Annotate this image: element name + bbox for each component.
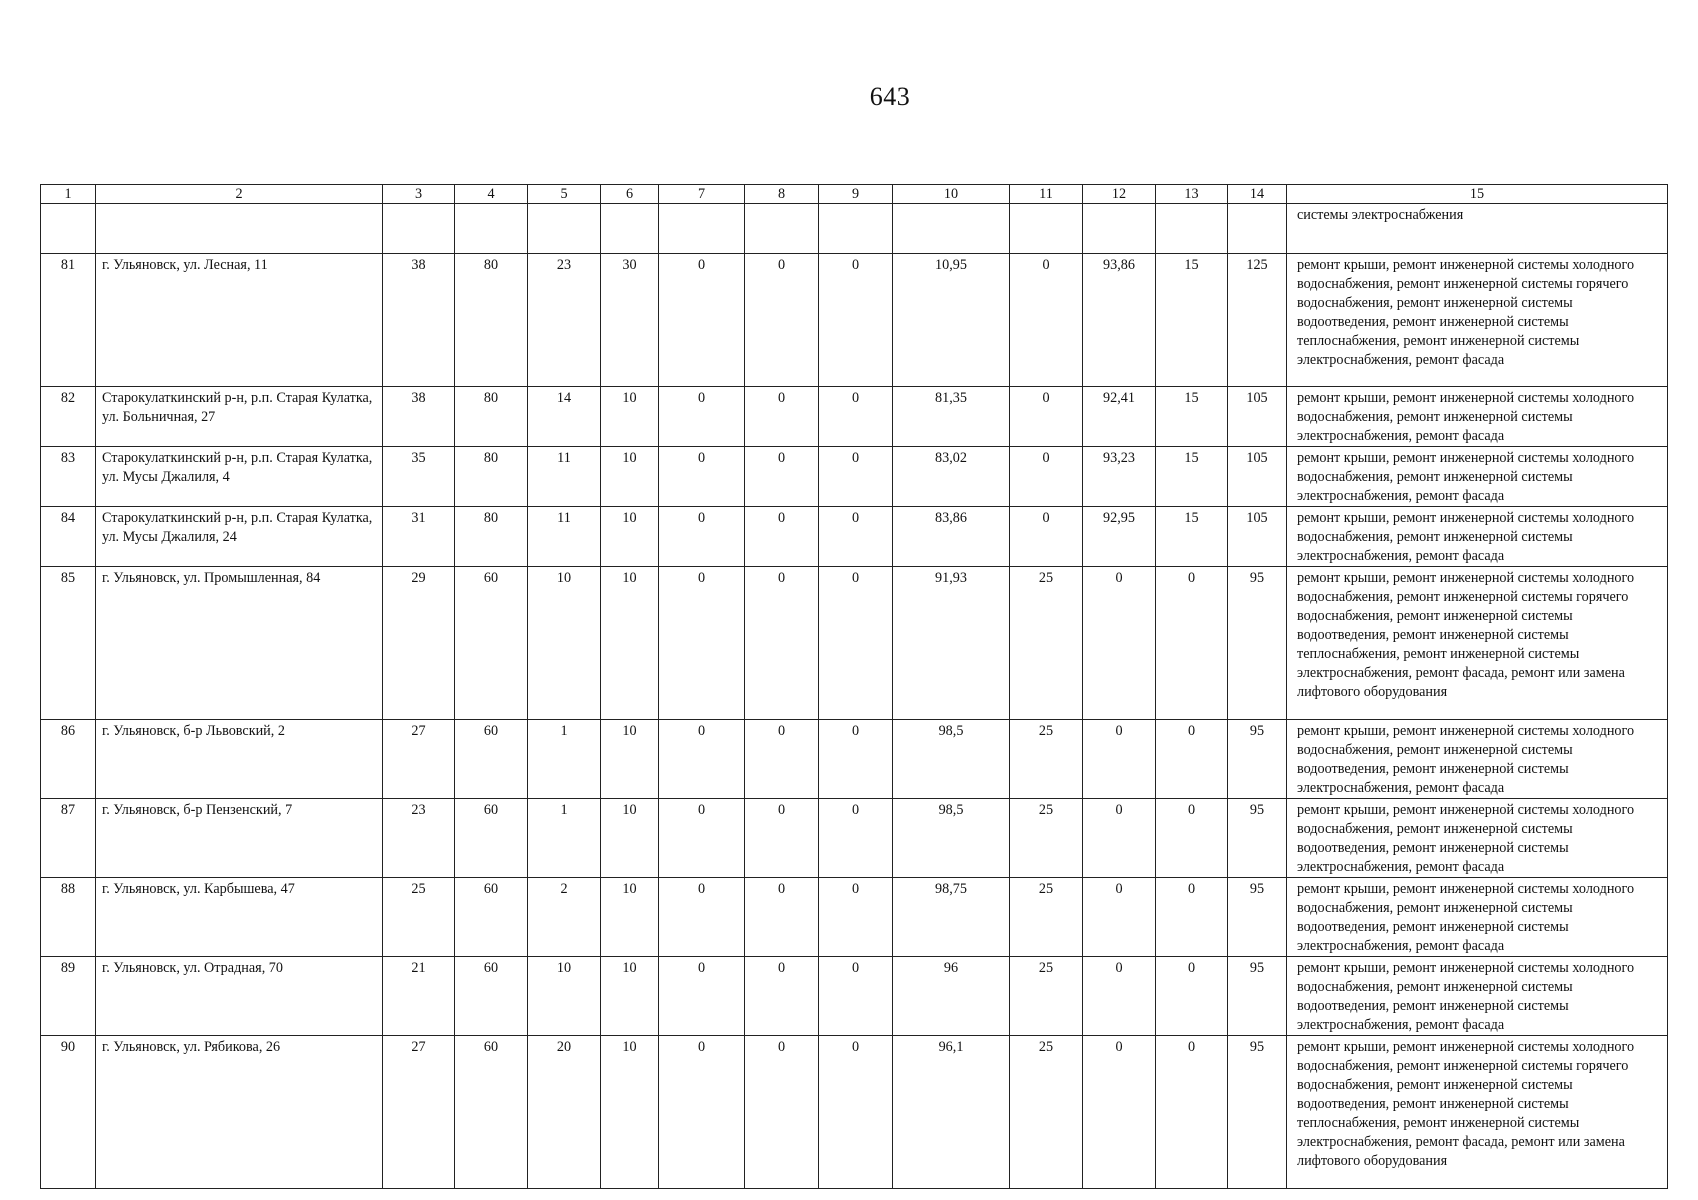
value-col7-cell: 0 [659, 507, 745, 567]
repair-works-cell: ремонт крыши, ремонт инженерной системы холодного водоснабжения, ремонт инженерной системы электроснабжения, ремонт фасада [1287, 507, 1668, 567]
address-cell: Старокулаткинский р-н, р.п. Старая Кулатка, ул. Мусы Джалиля, 4 [96, 447, 383, 507]
value-col11-cell: 25 [1010, 720, 1083, 799]
continuation-row [41, 204, 1668, 254]
address-cell: г. Ульяновск, ул. Отрадная, 70 [96, 957, 383, 1036]
value-col4-cell: 80 [455, 447, 528, 507]
value-col9-cell: 0 [819, 878, 893, 957]
value-col8-cell: 0 [745, 1036, 819, 1189]
table-row [41, 507, 1668, 567]
table-row [41, 799, 1668, 878]
table-row [41, 720, 1668, 799]
value-col8-cell: 0 [745, 720, 819, 799]
value-col9-cell: 0 [819, 387, 893, 447]
value-col9-cell: 0 [819, 254, 893, 387]
empty-cell [528, 204, 601, 254]
row-number-cell: 87 [41, 799, 96, 878]
value-col10-cell: 81,35 [893, 387, 1010, 447]
value-col6-cell: 10 [601, 799, 659, 878]
repair-works-cell: системы электроснабжения [1287, 204, 1668, 254]
value-col8-cell: 0 [745, 507, 819, 567]
value-col9-cell: 0 [819, 720, 893, 799]
value-col5-cell: 2 [528, 878, 601, 957]
value-col5-cell: 10 [528, 957, 601, 1036]
value-col4-cell: 60 [455, 799, 528, 878]
empty-cell [1083, 204, 1156, 254]
value-col7-cell: 0 [659, 447, 745, 507]
table-row [41, 567, 1668, 720]
value-col6-cell: 10 [601, 507, 659, 567]
total-score-cell: 95 [1228, 799, 1287, 878]
table-row [41, 878, 1668, 957]
row-number-cell: 89 [41, 957, 96, 1036]
value-col10-cell: 98,75 [893, 878, 1010, 957]
value-col8-cell: 0 [745, 254, 819, 387]
value-col10-cell: 98,5 [893, 799, 1010, 878]
value-col6-cell: 10 [601, 387, 659, 447]
total-score-cell: 95 [1228, 878, 1287, 957]
column-number: 14 [1228, 185, 1287, 204]
column-number-header-row [41, 185, 1668, 204]
row-number-cell: 86 [41, 720, 96, 799]
empty-cell [1156, 204, 1228, 254]
total-score-cell: 105 [1228, 387, 1287, 447]
value-col7-cell: 0 [659, 720, 745, 799]
value-col9-cell: 0 [819, 447, 893, 507]
value-col13-cell: 0 [1156, 567, 1228, 720]
column-number: 5 [528, 185, 601, 204]
empty-cell [383, 204, 455, 254]
value-col10-cell: 96 [893, 957, 1010, 1036]
value-col10-cell: 96,1 [893, 1036, 1010, 1189]
value-col5-cell: 1 [528, 799, 601, 878]
table-row [41, 387, 1668, 447]
value-col12-cell: 0 [1083, 878, 1156, 957]
empty-cell [1010, 204, 1083, 254]
column-number: 2 [96, 185, 383, 204]
value-col13-cell: 15 [1156, 447, 1228, 507]
total-score-cell: 105 [1228, 507, 1287, 567]
repair-works-cell: ремонт крыши, ремонт инженерной системы холодного водоснабжения, ремонт инженерной системы электроснабжения, ремонт фасада [1287, 387, 1668, 447]
address-cell: Старокулаткинский р-н, р.п. Старая Кулатка, ул. Мусы Джалиля, 24 [96, 507, 383, 567]
address-cell: г. Ульяновск, б-р Пензенский, 7 [96, 799, 383, 878]
value-col8-cell: 0 [745, 447, 819, 507]
table-row [41, 447, 1668, 507]
value-col5-cell: 1 [528, 720, 601, 799]
apartments-cell: 25 [383, 878, 455, 957]
address-cell: г. Ульяновск, ул. Рябикова, 26 [96, 1036, 383, 1189]
value-col6-cell: 10 [601, 957, 659, 1036]
value-col4-cell: 80 [455, 387, 528, 447]
address-cell: г. Ульяновск, ул. Промышленная, 84 [96, 567, 383, 720]
column-number: 8 [745, 185, 819, 204]
value-col4-cell: 60 [455, 720, 528, 799]
value-col5-cell: 11 [528, 507, 601, 567]
value-col11-cell: 25 [1010, 567, 1083, 720]
value-col11-cell: 0 [1010, 507, 1083, 567]
value-col11-cell: 25 [1010, 957, 1083, 1036]
value-col5-cell: 14 [528, 387, 601, 447]
apartments-cell: 38 [383, 387, 455, 447]
column-number: 1 [41, 185, 96, 204]
value-col11-cell: 0 [1010, 387, 1083, 447]
column-number: 7 [659, 185, 745, 204]
column-number: 11 [1010, 185, 1083, 204]
value-col7-cell: 0 [659, 957, 745, 1036]
table-body [41, 185, 1668, 1189]
total-score-cell: 95 [1228, 957, 1287, 1036]
total-score-cell: 125 [1228, 254, 1287, 387]
column-number: 10 [893, 185, 1010, 204]
value-col4-cell: 60 [455, 567, 528, 720]
value-col13-cell: 0 [1156, 1036, 1228, 1189]
value-col9-cell: 0 [819, 507, 893, 567]
repair-works-cell: ремонт крыши, ремонт инженерной системы холодного водоснабжения, ремонт инженерной системы горячего водоснабжения, ремонт инженерной системы водоотведения, ремонт инженерной системы теплоснабжения, ремонт инженерной системы электроснабжения, ремонт фасада, ремонт или замена лифтового оборудования [1287, 1036, 1668, 1189]
value-col6-cell: 30 [601, 254, 659, 387]
value-col4-cell: 60 [455, 878, 528, 957]
value-col6-cell: 10 [601, 447, 659, 507]
empty-cell [893, 204, 1010, 254]
value-col12-cell: 0 [1083, 1036, 1156, 1189]
value-col8-cell: 0 [745, 957, 819, 1036]
value-col7-cell: 0 [659, 1036, 745, 1189]
repair-works-cell: ремонт крыши, ремонт инженерной системы холодного водоснабжения, ремонт инженерной системы водоотведения, ремонт инженерной системы электроснабжения, ремонт фасада [1287, 720, 1668, 799]
value-col7-cell: 0 [659, 567, 745, 720]
value-col4-cell: 80 [455, 507, 528, 567]
value-col6-cell: 10 [601, 1036, 659, 1189]
column-number: 13 [1156, 185, 1228, 204]
value-col8-cell: 0 [745, 799, 819, 878]
value-col13-cell: 15 [1156, 387, 1228, 447]
value-col4-cell: 60 [455, 1036, 528, 1189]
repair-works-cell: ремонт крыши, ремонт инженерной системы холодного водоснабжения, ремонт инженерной системы горячего водоснабжения, ремонт инженерной системы водоотведения, ремонт инженерной системы теплоснабжения, ремонт инженерной системы электроснабжения, ремонт фасада, ремонт или замена лифтового оборудования [1287, 567, 1668, 720]
column-number: 3 [383, 185, 455, 204]
apartments-cell: 31 [383, 507, 455, 567]
value-col12-cell: 92,41 [1083, 387, 1156, 447]
value-col12-cell: 93,23 [1083, 447, 1156, 507]
row-number-cell: 84 [41, 507, 96, 567]
row-number-cell: 85 [41, 567, 96, 720]
value-col8-cell: 0 [745, 387, 819, 447]
value-col12-cell: 0 [1083, 720, 1156, 799]
apartments-cell: 38 [383, 254, 455, 387]
empty-cell [601, 204, 659, 254]
value-col8-cell: 0 [745, 567, 819, 720]
value-col7-cell: 0 [659, 387, 745, 447]
value-col10-cell: 98,5 [893, 720, 1010, 799]
column-number: 4 [455, 185, 528, 204]
value-col12-cell: 0 [1083, 799, 1156, 878]
empty-cell [745, 204, 819, 254]
value-col10-cell: 91,93 [893, 567, 1010, 720]
value-col9-cell: 0 [819, 567, 893, 720]
value-col5-cell: 23 [528, 254, 601, 387]
table-row [41, 254, 1668, 387]
repair-works-cell: ремонт крыши, ремонт инженерной системы холодного водоснабжения, ремонт инженерной системы водоотведения, ремонт инженерной системы электроснабжения, ремонт фасада [1287, 957, 1668, 1036]
value-col6-cell: 10 [601, 720, 659, 799]
empty-cell [1228, 204, 1287, 254]
repair-works-cell: ремонт крыши, ремонт инженерной системы холодного водоснабжения, ремонт инженерной системы водоотведения, ремонт инженерной системы электроснабжения, ремонт фасада [1287, 799, 1668, 878]
address-cell: г. Ульяновск, ул. Карбышева, 47 [96, 878, 383, 957]
table-row [41, 1036, 1668, 1189]
value-col5-cell: 10 [528, 567, 601, 720]
value-col11-cell: 0 [1010, 447, 1083, 507]
table-row [41, 957, 1668, 1036]
value-col13-cell: 0 [1156, 720, 1228, 799]
value-col13-cell: 0 [1156, 799, 1228, 878]
value-col8-cell: 0 [745, 878, 819, 957]
value-col7-cell: 0 [659, 878, 745, 957]
value-col5-cell: 20 [528, 1036, 601, 1189]
address-cell: Старокулаткинский р-н, р.п. Старая Кулатка, ул. Больничная, 27 [96, 387, 383, 447]
total-score-cell: 95 [1228, 567, 1287, 720]
row-number-cell: 88 [41, 878, 96, 957]
value-col10-cell: 10,95 [893, 254, 1010, 387]
value-col11-cell: 25 [1010, 799, 1083, 878]
column-number: 15 [1287, 185, 1668, 204]
value-col12-cell: 0 [1083, 567, 1156, 720]
row-number-cell: 81 [41, 254, 96, 387]
value-col4-cell: 60 [455, 957, 528, 1036]
empty-cell [819, 204, 893, 254]
value-col13-cell: 0 [1156, 878, 1228, 957]
value-col9-cell: 0 [819, 1036, 893, 1189]
address-cell: г. Ульяновск, ул. Лесная, 11 [96, 254, 383, 387]
total-score-cell: 95 [1228, 1036, 1287, 1189]
apartments-cell: 27 [383, 1036, 455, 1189]
apartments-cell: 29 [383, 567, 455, 720]
value-col7-cell: 0 [659, 254, 745, 387]
repair-program-table [40, 184, 1668, 1189]
value-col13-cell: 15 [1156, 507, 1228, 567]
row-number-cell: 82 [41, 387, 96, 447]
page-number: 643 [869, 82, 911, 111]
empty-cell [41, 204, 96, 254]
total-score-cell: 95 [1228, 720, 1287, 799]
value-col5-cell: 11 [528, 447, 601, 507]
value-col6-cell: 10 [601, 878, 659, 957]
empty-cell [455, 204, 528, 254]
total-score-cell: 105 [1228, 447, 1287, 507]
value-col12-cell: 0 [1083, 957, 1156, 1036]
column-number: 12 [1083, 185, 1156, 204]
apartments-cell: 23 [383, 799, 455, 878]
value-col11-cell: 0 [1010, 254, 1083, 387]
value-col6-cell: 10 [601, 567, 659, 720]
repair-works-cell: ремонт крыши, ремонт инженерной системы холодного водоснабжения, ремонт инженерной системы горячего водоснабжения, ремонт инженерной системы водоотведения, ремонт инженерной системы теплоснабжения, ремонт инженерной системы электроснабжения, ремонт фасада [1287, 254, 1668, 387]
empty-cell [659, 204, 745, 254]
column-number: 6 [601, 185, 659, 204]
row-number-cell: 83 [41, 447, 96, 507]
apartments-cell: 27 [383, 720, 455, 799]
value-col7-cell: 0 [659, 799, 745, 878]
value-col4-cell: 80 [455, 254, 528, 387]
apartments-cell: 21 [383, 957, 455, 1036]
value-col9-cell: 0 [819, 799, 893, 878]
value-col13-cell: 15 [1156, 254, 1228, 387]
value-col9-cell: 0 [819, 957, 893, 1036]
value-col13-cell: 0 [1156, 957, 1228, 1036]
repair-works-cell: ремонт крыши, ремонт инженерной системы холодного водоснабжения, ремонт инженерной системы водоотведения, ремонт инженерной системы электроснабжения, ремонт фасада [1287, 878, 1668, 957]
value-col10-cell: 83,02 [893, 447, 1010, 507]
value-col12-cell: 92,95 [1083, 507, 1156, 567]
apartments-cell: 35 [383, 447, 455, 507]
empty-cell [96, 204, 383, 254]
repair-works-cell: ремонт крыши, ремонт инженерной системы холодного водоснабжения, ремонт инженерной системы электроснабжения, ремонт фасада [1287, 447, 1668, 507]
value-col11-cell: 25 [1010, 878, 1083, 957]
value-col12-cell: 93,86 [1083, 254, 1156, 387]
value-col11-cell: 25 [1010, 1036, 1083, 1189]
value-col10-cell: 83,86 [893, 507, 1010, 567]
address-cell: г. Ульяновск, б-р Львовский, 2 [96, 720, 383, 799]
row-number-cell: 90 [41, 1036, 96, 1189]
column-number: 9 [819, 185, 893, 204]
